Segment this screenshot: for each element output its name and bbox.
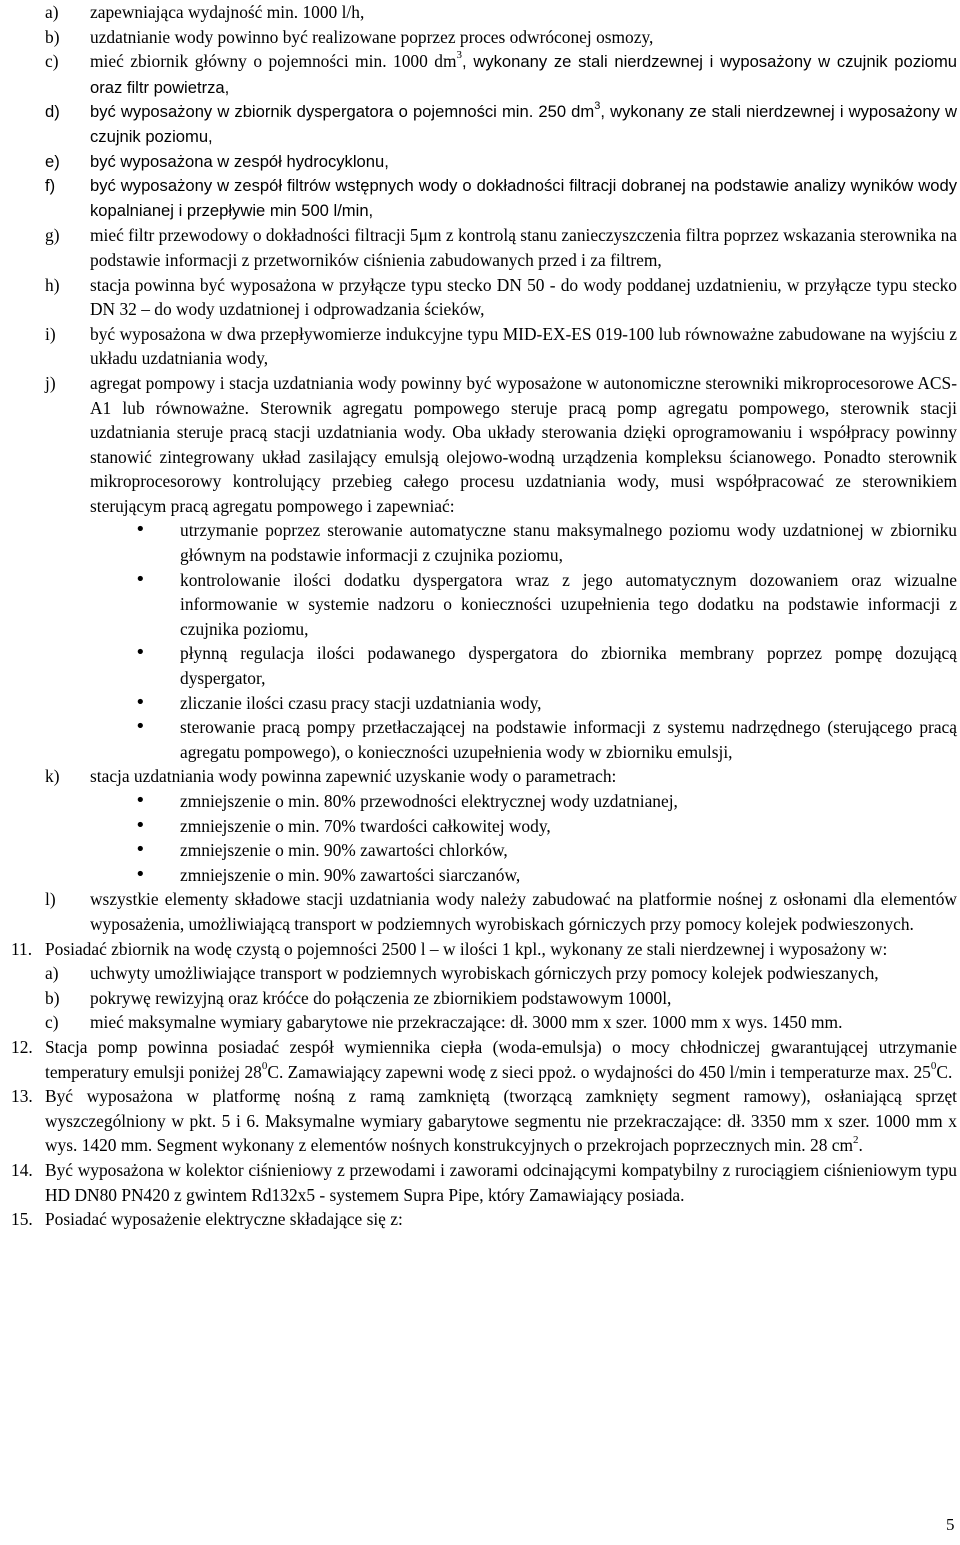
item-text: Stacja pomp powinna posiadać zespół wymiennika ciepła (woda-emulsja) o mocy chłodniczej gwarantującej utrzymanie temperatury emulsji poniżej 28 bbox=[45, 1036, 957, 1082]
bullet-icon: • bbox=[135, 716, 146, 738]
superscript: 0 bbox=[261, 1059, 268, 1072]
bullet-icon: • bbox=[135, 863, 146, 885]
bullet-icon: • bbox=[135, 519, 146, 541]
list-text: mieć maksymalne wymiary gabarytowe nie przekraczające: dł. 3000 mm x szer. 1000 mm x wys. 1450 mm. bbox=[90, 1012, 843, 1033]
superscript: 3 bbox=[594, 99, 601, 112]
bullet-item bbox=[0, 518, 960, 567]
item-number: 11. bbox=[11, 938, 33, 959]
bullet-text: zliczanie ilości czasu pracy stacji uzdatniania wody, bbox=[180, 692, 542, 713]
list-label: g) bbox=[45, 225, 60, 246]
bullet-icon: • bbox=[135, 814, 146, 836]
list-text: uzdatnianie wody powinno być realizowane poprzez proces odwróconej osmozy, bbox=[90, 26, 654, 47]
page-number: 5 bbox=[946, 1515, 955, 1534]
bullet-item bbox=[0, 715, 960, 764]
list-label: a) bbox=[45, 963, 59, 984]
list-text: agregat pompowy i stacja uzdatniania wody powinny być wyposażone w autonomiczne sterowniki mikroprocesorowe ACS-A1 lub równoważne. Sterownik agregatu pompowego steruje pracą pomp agregatu pompowego, sterownik stacji uzdatniania steruje pracą stacji uzdatniania wody. Oba układy sterowania dzięki oprogramowaniu i współpracy powinny stanowić zintegrowany układ zasilający emulsją olejowo-wodną urządzenia kompleksu ścianowego. Ponadto sterownik mikroprocesorowy kontrolujący przebieg całego procesu uzdatniania wody, musi współpracować ze sterownikiem sterującym pracą agregatu pompowego i zapewniać: bbox=[90, 372, 957, 516]
bullet-text: sterowanie pracą pompy przetłaczającej na podstawie informacji z systemu nadrzędnego (sterującego pracą agregatu pompowego), o konieczności uzupełnienia wody w zbiorniku emulsji, bbox=[180, 717, 957, 762]
list-text: być wyposażony w zespół filtrów wstępnych wody o dokładności filtracji dobranej na podstawie analizy wyników wody kopalnianej i przepływie min 500 l/min, bbox=[90, 176, 957, 220]
bullet-icon: • bbox=[135, 642, 146, 664]
list-label: b) bbox=[45, 987, 60, 1008]
list-text: uchwyty umożliwiające transport w podziemnych wyrobiskach górniczych przy pomocy kolejek podwieszanych, bbox=[90, 963, 879, 984]
list-item-a bbox=[0, 0, 960, 25]
item-text: Być wyposażona w kolektor ciśnieniowy z przewodami i zaworami odcinającymi kompatybilny z rurociągiem ciśnieniowym typu HD DN80 PN420 z gwintem Rd132x5 - systemem Supra Pipe, który Zamawiający posiada. bbox=[45, 1159, 957, 1205]
list-text: zapewniająca wydajność min. 1000 l/h, bbox=[90, 2, 365, 22]
item-text-continued: C. Zamawiający zapewni wodę z sieci ppoż. o wydajności do 450 l/min i temperaturze max. 25 bbox=[267, 1061, 931, 1082]
numbered-item-13 bbox=[0, 1084, 960, 1158]
list-text: stacja powinna być wyposażona w przyłącze typu stecko DN 50 - do wody poddanej uzdatnieniu, w przyłącze typu stecko DN 32 – do wody uzdatnionej i odprowadzania ścieków, bbox=[90, 274, 957, 320]
list-item-b bbox=[0, 25, 960, 50]
bullet-icon: • bbox=[135, 790, 146, 811]
bullet-item bbox=[0, 641, 960, 690]
list-text: być wyposażona w dwa przepływomierze indukcyjne typu MID-EX-ES 019-100 lub równoważne zabudowane na wyjściu z układu uzdatniania wody, bbox=[90, 323, 957, 369]
list-item-a bbox=[0, 961, 960, 986]
numbered-item-11 bbox=[0, 937, 960, 962]
list-item-j bbox=[0, 371, 960, 519]
list-label: d) bbox=[45, 102, 60, 122]
superscript: 0 bbox=[930, 1059, 937, 1072]
bullet-text: utrzymanie poprzez sterowanie automatyczne stanu maksymalnego poziomu wody uzdatnionej w zbiorniku głównym na podstawie informacji z czujnika poziomu, bbox=[180, 520, 957, 566]
list-text: być wyposażony w zbiornik dyspergatora o pojemności min. 250 dm bbox=[90, 102, 595, 122]
bullet-text: zmniejszenie o min. 80% przewodności elektrycznej wody uzdatnianej, bbox=[180, 791, 678, 811]
list-label: b) bbox=[45, 26, 60, 47]
list-label: j) bbox=[45, 372, 56, 393]
list-text-continued: , wykonany ze stali nierdzewnej i wyposażony w czujnik poziomu, bbox=[90, 102, 957, 146]
bullet-icon: • bbox=[135, 568, 146, 590]
bullet-item bbox=[0, 568, 960, 642]
list-text: wszystkie elementy składowe stacji uzdatniania wody należy zabudować na platformie nośnej z osłonami dla elementów wyposażenia, umożliwiającą transport w podziemnych wyrobiskach górniczych przy pomocy kolejek podwieszonych. bbox=[90, 889, 957, 934]
item-text: Posiadać zbiornik na wodę czystą o pojemności 2500 l – w ilości 1 kpl., wykonany ze stali nierdzewnej i wyposażony w: bbox=[45, 938, 888, 959]
list-label: l) bbox=[45, 889, 56, 910]
bullet-text: zmniejszenie o min. 70% twardości całkowitej wody, bbox=[180, 815, 551, 836]
list-label: c) bbox=[45, 1012, 59, 1033]
list-item-d bbox=[0, 100, 960, 149]
item-number: 14. bbox=[11, 1159, 33, 1180]
list-item-k bbox=[0, 764, 960, 789]
list-label: f) bbox=[45, 176, 56, 196]
item-text-end: C. bbox=[936, 1061, 953, 1082]
numbered-item-12 bbox=[0, 1035, 960, 1084]
item-text-continued: . bbox=[858, 1135, 863, 1156]
bullet-text: zmniejszenie o min. 90% zawartości siarczanów, bbox=[180, 864, 521, 885]
list-label: e) bbox=[45, 151, 60, 171]
superscript: 3 bbox=[456, 49, 462, 62]
bullet-item bbox=[0, 814, 960, 839]
list-text: pokrywę rewizyjną oraz króćce do połączenia ze zbiornikiem podstawowym 1000l, bbox=[90, 987, 672, 1008]
bullet-item bbox=[0, 838, 960, 863]
list-text-continued: , wykonany ze stali nierdzewnej i wyposażony w czujnik poziomu oraz filtr powietrza, bbox=[90, 52, 958, 97]
bullet-icon: • bbox=[135, 839, 146, 861]
numbered-item-15 bbox=[0, 1207, 960, 1232]
superscript: 2 bbox=[853, 1133, 859, 1146]
bullet-text: kontrolowanie ilości dodatku dyspergatora wraz z jego automatycznym dozowaniem oraz wizualne informowanie w systemie nadzoru o konieczności uzupełnienia tego dodatku na podstawie informacji z czujnika poziomu, bbox=[180, 569, 957, 639]
item-number: 13. bbox=[11, 1086, 33, 1107]
list-label: c) bbox=[45, 51, 59, 72]
list-text: być wyposażona w zespół hydrocyklonu, bbox=[90, 151, 389, 171]
list-item-c bbox=[0, 49, 960, 100]
bullet-item bbox=[0, 789, 960, 814]
list-text: mieć zbiornik główny o pojemności min. 1000 dm bbox=[90, 51, 457, 72]
list-item-b bbox=[0, 986, 960, 1011]
bullet-item bbox=[0, 691, 960, 716]
item-number: 15. bbox=[11, 1209, 33, 1230]
bullet-item bbox=[0, 863, 960, 888]
list-item-h bbox=[0, 273, 960, 322]
list-label: a) bbox=[45, 2, 59, 22]
item-text: Posiadać wyposażenie elektryczne składające się z: bbox=[45, 1209, 403, 1230]
numbered-item-14 bbox=[0, 1158, 960, 1207]
list-item-c bbox=[0, 1010, 960, 1035]
bullet-text: zmniejszenie o min. 90% zawartości chlorków, bbox=[180, 840, 508, 861]
item-text: Być wyposażona w platformę nośną z ramą zamkniętą (tworzącą zamknięty segment ramowy), osłaniającą sprzęt wyszczególniony w pkt. 5 i 6. Maksymalne wymiary gabarytowe segmentu nie przekraczające: dł. 3350 mm x szer. 1000 mm x wys. 1420 mm. Segment wykonany z elementów nośnych konstrukcyjnych o przekrojach poprzecznych min. 28 cm bbox=[45, 1086, 957, 1156]
list-label: k) bbox=[45, 766, 60, 787]
list-text: stacja uzdatniania wody powinna zapewnić uzyskanie wody o parametrach: bbox=[90, 766, 617, 787]
item-number: 12. bbox=[11, 1036, 33, 1057]
list-item-f bbox=[0, 174, 960, 223]
bullet-text: płynną regulacja ilości podawanego dyspergatora do zbiornika membrany poprzez pompę dozującą dyspergator, bbox=[180, 643, 957, 689]
bullet-icon: • bbox=[135, 691, 146, 713]
list-item-e bbox=[0, 150, 960, 175]
list-label: h) bbox=[45, 274, 60, 295]
list-label: i) bbox=[45, 323, 56, 344]
list-item-l bbox=[0, 887, 960, 936]
list-text: mieć filtr przewodowy o dokładności filtracji 5μm z kontrolą stanu zanieczyszczenia filtra poprzez wskazania sterownika na podstawie informacji z przetworników ciśnienia zabudowanych przed i za filtrem, bbox=[90, 225, 957, 270]
list-item-g bbox=[0, 223, 960, 272]
list-item-i bbox=[0, 322, 960, 371]
